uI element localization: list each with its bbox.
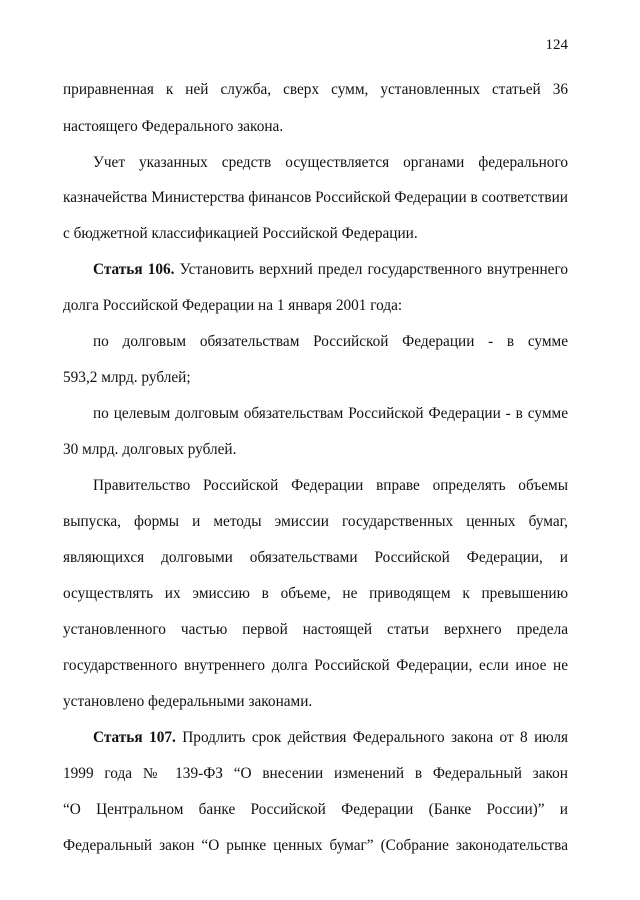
- text-line: “О Центральном банке Российской Федерации (Банке России)” и: [63, 801, 568, 818]
- article-heading: Статья 107.: [93, 729, 176, 746]
- text-line: по долговым обязательствам Российской Федерации - в сумме: [93, 333, 568, 350]
- text-line: долга Российской Федерации на 1 января 2001 года:: [63, 297, 403, 314]
- article-heading: Статья 106.: [93, 261, 175, 278]
- text-line: 593,2 млрд. рублей;: [63, 369, 191, 386]
- text-line: Правительство Российской Федерации вправе определять объемы: [93, 477, 568, 494]
- text-line: настоящего Федерального закона.: [63, 118, 284, 135]
- page-number: 124: [545, 37, 568, 53]
- text-line: Федеральный закон “О рынке ценных бумаг” (Собрание законодательства: [63, 837, 568, 854]
- article-106-line: Статья 106. Установить верхний предел государственного внутреннего: [93, 261, 568, 278]
- text-line: казначейства Министерства финансов Российской Федерации в соответствии: [63, 189, 568, 206]
- text-line: с бюджетной классификацией Российской Федерации.: [63, 225, 418, 242]
- text-line: установленного частью первой настоящей статьи верхнего предела: [63, 621, 568, 638]
- text-line: осуществлять их эмиссию в объеме, не приводящем к превышению: [63, 585, 568, 602]
- text-line: являющихся долговыми обязательствами Российской Федерации, и: [63, 549, 568, 566]
- text-line: по целевым долговым обязательствам Российской Федерации - в сумме: [93, 405, 568, 422]
- article-107-line: Статья 107. Продлить срок действия Федерального закона от 8 июля: [93, 729, 568, 746]
- text-line: приравненная к ней служба, сверх сумм, установленных статьей 36: [63, 81, 568, 98]
- text-line: 30 млрд. долговых рублей.: [63, 441, 237, 458]
- text-line: установлено федеральными законами.: [63, 693, 313, 710]
- text-line: 1999 года № 139-ФЗ “О внесении изменений в Федеральный закон: [63, 765, 568, 782]
- text-line: выпуска, формы и методы эмиссии государственных ценных бумаг,: [63, 513, 568, 530]
- text-line: Учет указанных средств осуществляется органами федерального: [93, 154, 568, 171]
- text-line: государственного внутреннего долга Российской Федерации, если иное не: [63, 657, 568, 674]
